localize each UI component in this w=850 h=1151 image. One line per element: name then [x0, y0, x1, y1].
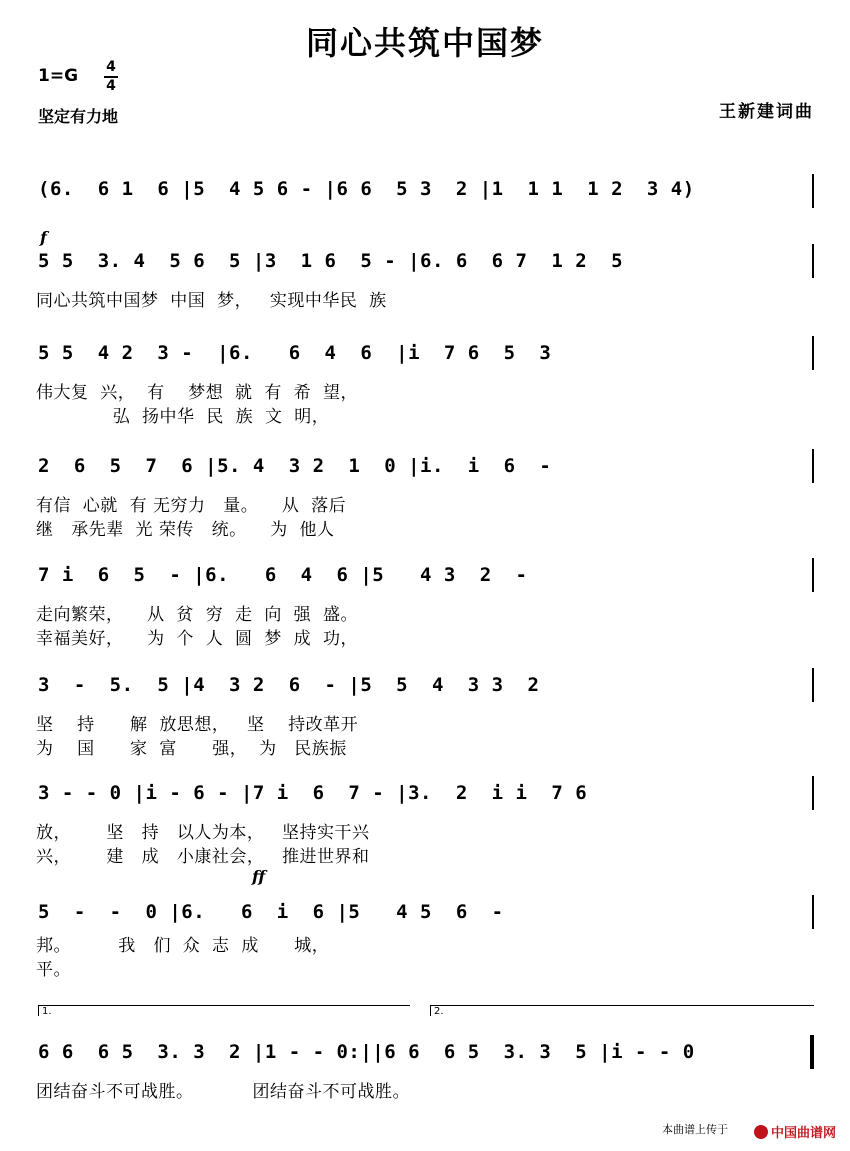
lyric-line: 伟大复 兴， 有 梦想 就 有 希 望，: [36, 383, 358, 403]
tempo-marking: 坚定有力地: [38, 107, 119, 126]
meter-bottom: 4: [106, 78, 116, 94]
score-system: [0, 674, 850, 759]
final-barline: [810, 1035, 814, 1069]
page-title: 同心共筑中国梦: [305, 24, 544, 62]
lyric-line: 继 承先辈 光 荣传 统。 为 他人: [36, 520, 335, 540]
meter-top: 4: [106, 59, 116, 75]
key-signature: 1=G: [38, 66, 79, 86]
system-barline: [812, 244, 814, 278]
lyric-line: 弘 扬中华 民 族 文 明，: [36, 407, 330, 427]
system-barline: [812, 895, 814, 929]
notation-line: (6. 6 1 6 |5 4 5 6 - |6 6 5 3 2 |1 1 1 1 2 3 4): [38, 178, 695, 200]
score-system: [0, 782, 850, 867]
upload-note: 本曲谱上传于: [662, 1123, 728, 1136]
author-credit: 王新建词曲: [719, 102, 814, 122]
score-system: [0, 564, 850, 649]
notation-line: 2 6 5 7 6 |5. 4 3 2 1 0 |i. i 6 -: [38, 455, 552, 477]
system-barline: [812, 776, 814, 810]
system-barline: [812, 558, 814, 592]
score-system: [0, 455, 850, 540]
dynamic-marking: ff: [252, 867, 266, 886]
time-signature: [104, 60, 118, 94]
system-barline: [812, 449, 814, 483]
notation-line: 5 5 3. 4 5 6 5 |3 1 6 5 - |6. 6 6 7 1 2 5: [38, 250, 624, 272]
site-logo-text: 中国曲谱网: [770, 1126, 836, 1141]
notation-line: 5 - - 0 |6. 6 i 6 |5 4 5 6 -: [38, 901, 504, 923]
lyric-line: 兴， 建 成 小康社会， 推进世界和: [36, 847, 370, 867]
dynamic-marking: f: [40, 228, 47, 247]
lyric-line: 邦。 我 们 众 志 成 城，: [36, 936, 330, 956]
second-ending-bracket: 2.: [430, 1005, 814, 1016]
system-barline: [812, 668, 814, 702]
score-system: [0, 342, 850, 427]
final-barline: [812, 174, 814, 208]
lyric-line: 走向繁荣， 从 贫 穷 走 向 强 盛。: [36, 605, 358, 625]
score-system: [0, 867, 850, 981]
lyric-line: 有信 心就 有 无穷力 量。 从 落后: [36, 496, 347, 516]
score-system: [0, 1005, 850, 1102]
notation-line: 3 - 5. 5 |4 3 2 6 - |5 5 4 3 3 2: [38, 674, 540, 696]
lyric-line: 同心共筑中国梦 中国 梦， 实现中华民 族: [36, 291, 387, 311]
lyric-line: 团结奋斗不可战胜。 团结奋斗不可战胜。: [36, 1082, 411, 1102]
lyric-line: 为 国 家 富 强， 为 民族振: [36, 739, 347, 759]
system-barline: [812, 336, 814, 370]
score-system: [0, 228, 850, 311]
score-system: [0, 178, 850, 218]
lyric-line: 放， 坚 持 以人为本， 坚持实干兴: [36, 823, 370, 843]
lyric-line: 平。: [36, 960, 71, 980]
notation-line: 5 5 4 2 3 - |6. 6 4 6 |i 7 6 5 3: [38, 342, 552, 364]
lyric-line: 幸福美好， 为 个 人 圆 梦 成 功，: [36, 629, 358, 649]
notation-line: 6 6 6 5 3. 3 2 |1 - - 0:||6 6 6 5 3. 3 5 |i - - 0: [38, 1041, 695, 1063]
site-logo-icon: [754, 1125, 768, 1139]
first-ending-bracket: 1.: [38, 1005, 410, 1016]
notation-line: 3 - - 0 |i - 6 - |7 i 6 7 - |3. 2 i i 7 6: [38, 782, 588, 804]
notation-line: 7 i 6 5 - |6. 6 4 6 |5 4 3 2 -: [38, 564, 528, 586]
site-logo[interactable]: [754, 1122, 836, 1141]
lyric-line: 坚 持 解 放思想， 坚 持改革开: [36, 715, 359, 735]
